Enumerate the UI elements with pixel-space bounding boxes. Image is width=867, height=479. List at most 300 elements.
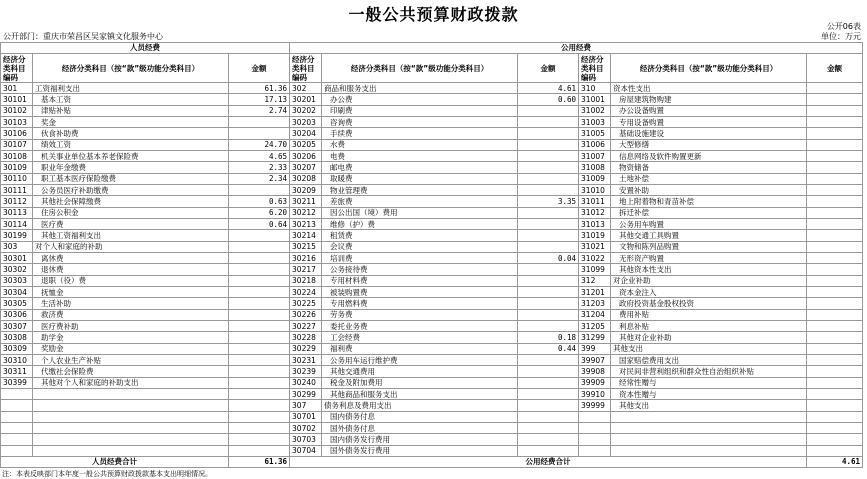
public-right-name-cell: 文物和陈列品购置 [611,241,807,252]
public-right-code-cell: 31201 [579,286,611,297]
public-mid-name-cell: 商品和服务支出 [322,83,518,94]
public-mid-amount-cell: 0.18 [518,332,579,343]
public-right-amount-cell [807,116,863,127]
personnel-amount-cell [229,116,290,127]
personnel-amount-cell [229,434,290,445]
budget-table [0,42,863,468]
public-mid-code-cell: 30209 [290,184,322,195]
public-total-label: 公用经费合计 [290,457,807,468]
public-mid-amount-cell: 4.61 [518,83,579,94]
public-right-amount-cell [807,230,863,241]
public-right-code-cell: 31012 [579,207,611,218]
public-mid-amount-cell [518,241,579,252]
public-mid-code-cell: 302 [290,83,322,94]
personnel-amount-cell: 2.74 [229,105,290,116]
personnel-name-cell: 助学金 [33,332,229,343]
public-right-amount-cell [807,105,863,116]
public-mid-code-cell: 30231 [290,354,322,365]
table-row [1,332,863,343]
personnel-code-cell [1,445,33,457]
personnel-name-cell: 公务员医疗补助缴费 [33,184,229,195]
personnel-amount-cell: 2.33 [229,162,290,173]
personnel-code-cell: 30302 [1,264,33,275]
public-right-amount-cell [807,309,863,320]
public-mid-amount-cell [518,162,579,173]
public-mid-name-cell: 公务用车运行维护费 [322,354,518,365]
personnel-amount-cell [229,252,290,263]
public-right-code-cell: 39999 [579,400,611,411]
table-row [1,343,863,354]
personnel-code-cell: 303 [1,241,33,252]
public-mid-name-cell: 福利费 [322,343,518,354]
personnel-code-cell: 30110 [1,173,33,184]
personnel-name-cell [33,434,229,445]
public-mid-code-cell: 30226 [290,309,322,320]
public-mid-amount-cell [518,184,579,195]
public-mid-name-cell: 邮电费 [322,162,518,173]
personnel-amount-cell [229,445,290,457]
personnel-total-amount: 61.36 [229,457,290,468]
personnel-amount-cell [229,275,290,286]
table-row [1,116,863,127]
personnel-name-cell: 医疗费补助 [33,320,229,331]
table-row [1,83,863,94]
personnel-code-cell: 30102 [1,105,33,116]
public-right-amount-cell [807,298,863,309]
personnel-name-cell: 职业年金缴费 [33,162,229,173]
public-right-code-cell: 31010 [579,184,611,195]
public-mid-amount-cell [518,434,579,445]
public-right-code-cell: 31022 [579,252,611,263]
public-right-name-cell: 其他资本性支出 [611,264,807,275]
personnel-name-cell [33,400,229,411]
public-mid-amount-cell [518,400,579,411]
public-mid-amount-cell [518,173,579,184]
personnel-name-cell: 个人农业生产补贴 [33,354,229,365]
table-row [1,207,863,218]
public-mid-name-cell: 公务接待费 [322,264,518,275]
personnel-name-cell: 伙食补助费 [33,128,229,139]
public-right-code-cell: 312 [579,275,611,286]
public-mid-name-cell: 其他交通费用 [322,366,518,377]
public-right-code-cell: 31006 [579,139,611,150]
public-mid-code-cell: 30207 [290,162,322,173]
footnote: 注：本表反映部门本年度一般公共预算财政拨款基本支出明细情况。 [2,470,212,478]
public-right-name-cell: 物资储备 [611,162,807,173]
total-row [1,457,863,468]
table-row [1,286,863,297]
public-right-code-cell: 31099 [579,264,611,275]
personnel-code-cell [1,388,33,399]
public-mid-name-cell: 手续费 [322,128,518,139]
public-right-name-cell: 对企业补助 [611,275,807,286]
public-mid-name-cell: 国内债务付息 [322,411,518,422]
personnel-code-cell: 30310 [1,354,33,365]
personnel-code-cell: 30308 [1,332,33,343]
public-right-code-cell: 31021 [579,241,611,252]
public-right-name-cell: 费用补贴 [611,309,807,320]
public-right-code-cell: 39908 [579,366,611,377]
public-mid-name-cell: 委托业务费 [322,320,518,331]
public-mid-amount-cell [518,320,579,331]
public-right-code-cell: 31203 [579,298,611,309]
personnel-amount-cell [229,354,290,365]
personnel-code-cell: 30307 [1,320,33,331]
public-mid-code-cell: 307 [290,400,322,411]
public-mid-code-cell: 30212 [290,207,322,218]
public-right-code-cell: 31008 [579,162,611,173]
public-right-name-cell: 基础设施建设 [611,128,807,139]
public-right-name-cell [611,411,807,422]
table-row [1,218,863,229]
form-number: 公开06表 [826,22,861,31]
table-row [1,320,863,331]
col-code-header: 经济分类科目编码 [1,54,33,83]
public-right-code-cell: 31011 [579,196,611,207]
public-mid-code-cell: 30208 [290,173,322,184]
public-right-amount-cell [807,150,863,161]
personnel-name-cell: 抚恤金 [33,286,229,297]
public-right-amount-cell [807,94,863,105]
public-right-code-cell: 31002 [579,105,611,116]
personnel-total-label: 人员经费合计 [1,457,229,468]
public-right-name-cell: 安置补助 [611,184,807,195]
public-mid-amount-cell [518,354,579,365]
section-public: 公用经费 [290,43,863,54]
public-right-name-cell: 资本金注入 [611,286,807,297]
personnel-code-cell: 30108 [1,150,33,161]
column-header-row [1,54,863,83]
public-right-amount-cell [807,275,863,286]
public-right-amount-cell [807,320,863,331]
public-mid-amount-cell [518,275,579,286]
personnel-amount-cell [229,286,290,297]
personnel-amount-cell [229,400,290,411]
public-mid-code-cell: 30204 [290,128,322,139]
public-mid-name-cell: 被装购置费 [322,286,518,297]
personnel-name-cell: 住房公积金 [33,207,229,218]
personnel-amount-cell [229,332,290,343]
table-row [1,252,863,263]
org-name: 公开部门：重庆市荣昌区吴家镇文化服务中心 [3,32,163,41]
personnel-amount-cell: 2.34 [229,173,290,184]
public-mid-code-cell: 30211 [290,196,322,207]
info-row [0,31,861,41]
public-mid-amount-cell [518,388,579,399]
public-mid-amount-cell [518,286,579,297]
personnel-amount-cell [229,128,290,139]
public-mid-code-cell: 30703 [290,434,322,445]
personnel-amount-cell: 0.63 [229,196,290,207]
personnel-name-cell: 代缴社会保险费 [33,366,229,377]
table-row [1,162,863,173]
personnel-name-cell: 医疗费 [33,218,229,229]
personnel-name-cell [33,422,229,433]
public-mid-name-cell: 专用燃料费 [322,298,518,309]
public-right-code-cell [579,445,611,457]
public-mid-name-cell: 培训费 [322,252,518,263]
public-mid-name-cell: 咨询费 [322,116,518,127]
table-row [1,275,863,286]
table-row [1,196,863,207]
public-mid-amount-cell [518,309,579,320]
public-right-code-cell: 39907 [579,354,611,365]
public-right-name-cell [611,434,807,445]
personnel-amount-cell: 24.70 [229,139,290,150]
public-right-code-cell: 39910 [579,388,611,399]
public-right-name-cell: 其他对企业补助 [611,332,807,343]
public-right-amount-cell [807,207,863,218]
public-right-code-cell: 31299 [579,332,611,343]
public-mid-name-cell: 税金及附加费用 [322,377,518,388]
personnel-name-cell: 退休费 [33,264,229,275]
public-right-code-cell: 31204 [579,309,611,320]
personnel-code-cell: 30303 [1,275,33,286]
public-mid-name-cell: 国外债务发行费用 [322,445,518,457]
public-mid-name-cell: 债务利息及费用支出 [322,400,518,411]
public-right-name-cell: 利息补贴 [611,320,807,331]
personnel-name-cell: 工资福利支出 [33,83,229,94]
table-row [1,309,863,320]
personnel-amount-cell [229,230,290,241]
public-right-name-cell: 信息网络及软件购置更新 [611,150,807,161]
public-right-code-cell: 399 [579,343,611,354]
personnel-code-cell: 30111 [1,184,33,195]
public-right-name-cell: 房屋建筑物购建 [611,94,807,105]
personnel-name-cell: 绩效工资 [33,139,229,150]
personnel-code-cell: 30306 [1,309,33,320]
col-code-header: 经济分类科目编码 [290,54,322,83]
public-mid-name-cell: 印刷费 [322,105,518,116]
public-right-name-cell: 其他支出 [611,343,807,354]
public-mid-code-cell: 30704 [290,445,322,457]
public-right-name-cell: 大型修缮 [611,139,807,150]
public-mid-code-cell: 30206 [290,150,322,161]
public-right-code-cell: 31013 [579,218,611,229]
table-row [1,434,863,445]
col-amount-header: 金额 [518,54,579,83]
personnel-code-cell: 301 [1,83,33,94]
public-right-amount-cell [807,184,863,195]
personnel-amount-cell [229,309,290,320]
table-row [1,94,863,105]
personnel-code-cell: 30113 [1,207,33,218]
personnel-code-cell: 30301 [1,252,33,263]
personnel-name-cell [33,445,229,457]
public-mid-amount-cell [518,422,579,433]
table-row [1,354,863,365]
public-right-code-cell [579,434,611,445]
col-amount-header: 金额 [807,54,863,83]
public-mid-amount-cell [518,230,579,241]
public-right-name-cell: 资本性支出 [611,83,807,94]
public-right-name-cell: 办公设备购置 [611,105,807,116]
public-total-amount: 4.61 [807,457,863,468]
col-name-header: 经济分类科目（按“款”级功能分类科目） [33,54,229,83]
personnel-code-cell: 30106 [1,128,33,139]
personnel-code-cell [1,411,33,422]
public-right-amount-cell [807,343,863,354]
personnel-amount-cell [229,298,290,309]
public-right-code-cell [579,422,611,433]
personnel-amount-cell: 17.13 [229,94,290,105]
personnel-amount-cell [229,422,290,433]
table-row [1,411,863,422]
public-right-name-cell: 其他交通工具购置 [611,230,807,241]
public-right-amount-cell [807,264,863,275]
public-right-code-cell: 31019 [579,230,611,241]
public-right-name-cell: 资本性赠与 [611,388,807,399]
public-mid-name-cell: 办公费 [322,94,518,105]
public-mid-amount-cell [518,105,579,116]
public-right-name-cell [611,422,807,433]
table-row [1,173,863,184]
section-personnel: 人员经费 [1,43,290,54]
personnel-code-cell: 30107 [1,139,33,150]
personnel-name-cell [33,388,229,399]
section-header-row [1,43,863,54]
public-mid-name-cell: 国外债务付息 [322,422,518,433]
public-right-name-cell: 对民间非营利组织和群众性自治组织补贴 [611,366,807,377]
personnel-code-cell: 30112 [1,196,33,207]
public-mid-code-cell: 30701 [290,411,322,422]
public-right-amount-cell [807,286,863,297]
public-right-amount-cell [807,366,863,377]
public-mid-amount-cell: 3.35 [518,196,579,207]
table-row [1,388,863,399]
public-mid-code-cell: 30239 [290,366,322,377]
public-right-code-cell [579,411,611,422]
public-right-amount-cell [807,83,863,94]
public-mid-code-cell: 30203 [290,116,322,127]
col-name-header: 经济分类科目（按“款”级功能分类科目） [611,54,807,83]
public-mid-amount-cell [518,139,579,150]
public-right-code-cell: 31003 [579,116,611,127]
personnel-name-cell: 津贴补贴 [33,105,229,116]
public-mid-amount-cell [518,207,579,218]
public-right-code-cell: 31001 [579,94,611,105]
col-name-header: 经济分类科目（按“款”级功能分类科目） [322,54,518,83]
public-right-amount-cell [807,252,863,263]
public-mid-amount-cell [518,116,579,127]
personnel-code-cell [1,400,33,411]
personnel-name-cell: 职工基本医疗保险缴费 [33,173,229,184]
table-row [1,150,863,161]
personnel-amount-cell [229,264,290,275]
personnel-name-cell: 救济费 [33,309,229,320]
personnel-amount-cell: 0.64 [229,218,290,229]
personnel-code-cell: 30101 [1,94,33,105]
public-mid-code-cell: 30216 [290,252,322,263]
table-row [1,139,863,150]
public-mid-code-cell: 30240 [290,377,322,388]
public-right-amount-cell [807,354,863,365]
table-row [1,366,863,377]
personnel-amount-cell: 4.65 [229,150,290,161]
public-right-code-cell: 31007 [579,150,611,161]
personnel-amount-cell [229,388,290,399]
personnel-code-cell: 30305 [1,298,33,309]
public-mid-code-cell: 30218 [290,275,322,286]
public-mid-name-cell: 租赁费 [322,230,518,241]
col-code-header: 经济分类科目编码 [579,54,611,83]
public-right-amount-cell [807,332,863,343]
public-mid-name-cell: 劳务费 [322,309,518,320]
personnel-name-cell [33,411,229,422]
public-right-name-cell [611,445,807,457]
col-amount-header: 金额 [229,54,290,83]
public-mid-amount-cell [518,377,579,388]
table-row [1,400,863,411]
public-right-name-cell: 土地补偿 [611,173,807,184]
public-mid-code-cell: 30227 [290,320,322,331]
public-right-amount-cell [807,241,863,252]
public-mid-amount-cell: 0.04 [518,252,579,263]
public-mid-name-cell: 专用材料费 [322,275,518,286]
public-mid-amount-cell [518,445,579,457]
public-mid-code-cell: 30202 [290,105,322,116]
personnel-code-cell: 30199 [1,230,33,241]
public-mid-amount-cell: 0.60 [518,94,579,105]
personnel-code-cell: 30109 [1,162,33,173]
public-right-amount-cell [807,162,863,173]
public-right-code-cell: 31005 [579,128,611,139]
table-row [1,105,863,116]
public-mid-code-cell: 30215 [290,241,322,252]
table-body [1,83,863,457]
public-mid-amount-cell [518,218,579,229]
public-mid-code-cell: 30224 [290,286,322,297]
personnel-code-cell [1,434,33,445]
personnel-name-cell: 奖励金 [33,343,229,354]
public-right-amount-cell [807,196,863,207]
public-right-name-cell: 政府投资基金股权投资 [611,298,807,309]
public-right-code-cell: 31009 [579,173,611,184]
personnel-amount-cell [229,320,290,331]
table-row [1,241,863,252]
public-right-amount-cell [807,139,863,150]
public-mid-code-cell: 30702 [290,422,322,433]
public-mid-code-cell: 30229 [290,343,322,354]
personnel-amount-cell: 61.36 [229,83,290,94]
personnel-name-cell: 其他工资福利支出 [33,230,229,241]
public-right-amount-cell [807,128,863,139]
public-mid-name-cell: 会议费 [322,241,518,252]
personnel-amount-cell: 6.20 [229,207,290,218]
public-mid-amount-cell [518,150,579,161]
public-mid-code-cell: 30214 [290,230,322,241]
public-mid-amount-cell [518,366,579,377]
personnel-name-cell: 基本工资 [33,94,229,105]
personnel-code-cell [1,422,33,433]
public-right-name-cell: 专用设备购置 [611,116,807,127]
personnel-code-cell: 30399 [1,377,33,388]
public-right-amount-cell [807,173,863,184]
public-mid-amount-cell [518,264,579,275]
personnel-code-cell: 30114 [1,218,33,229]
personnel-name-cell: 奖金 [33,116,229,127]
table-row [1,184,863,195]
personnel-code-cell: 30309 [1,343,33,354]
personnel-name-cell: 离休费 [33,252,229,263]
personnel-name-cell: 对个人和家庭的补助 [33,241,229,252]
public-mid-code-cell: 30201 [290,94,322,105]
public-mid-amount-cell [518,128,579,139]
public-mid-amount-cell: 0.44 [518,343,579,354]
public-right-amount-cell [807,445,863,457]
personnel-name-cell: 机关事业单位基本养老保险费 [33,150,229,161]
public-right-amount-cell [807,422,863,433]
